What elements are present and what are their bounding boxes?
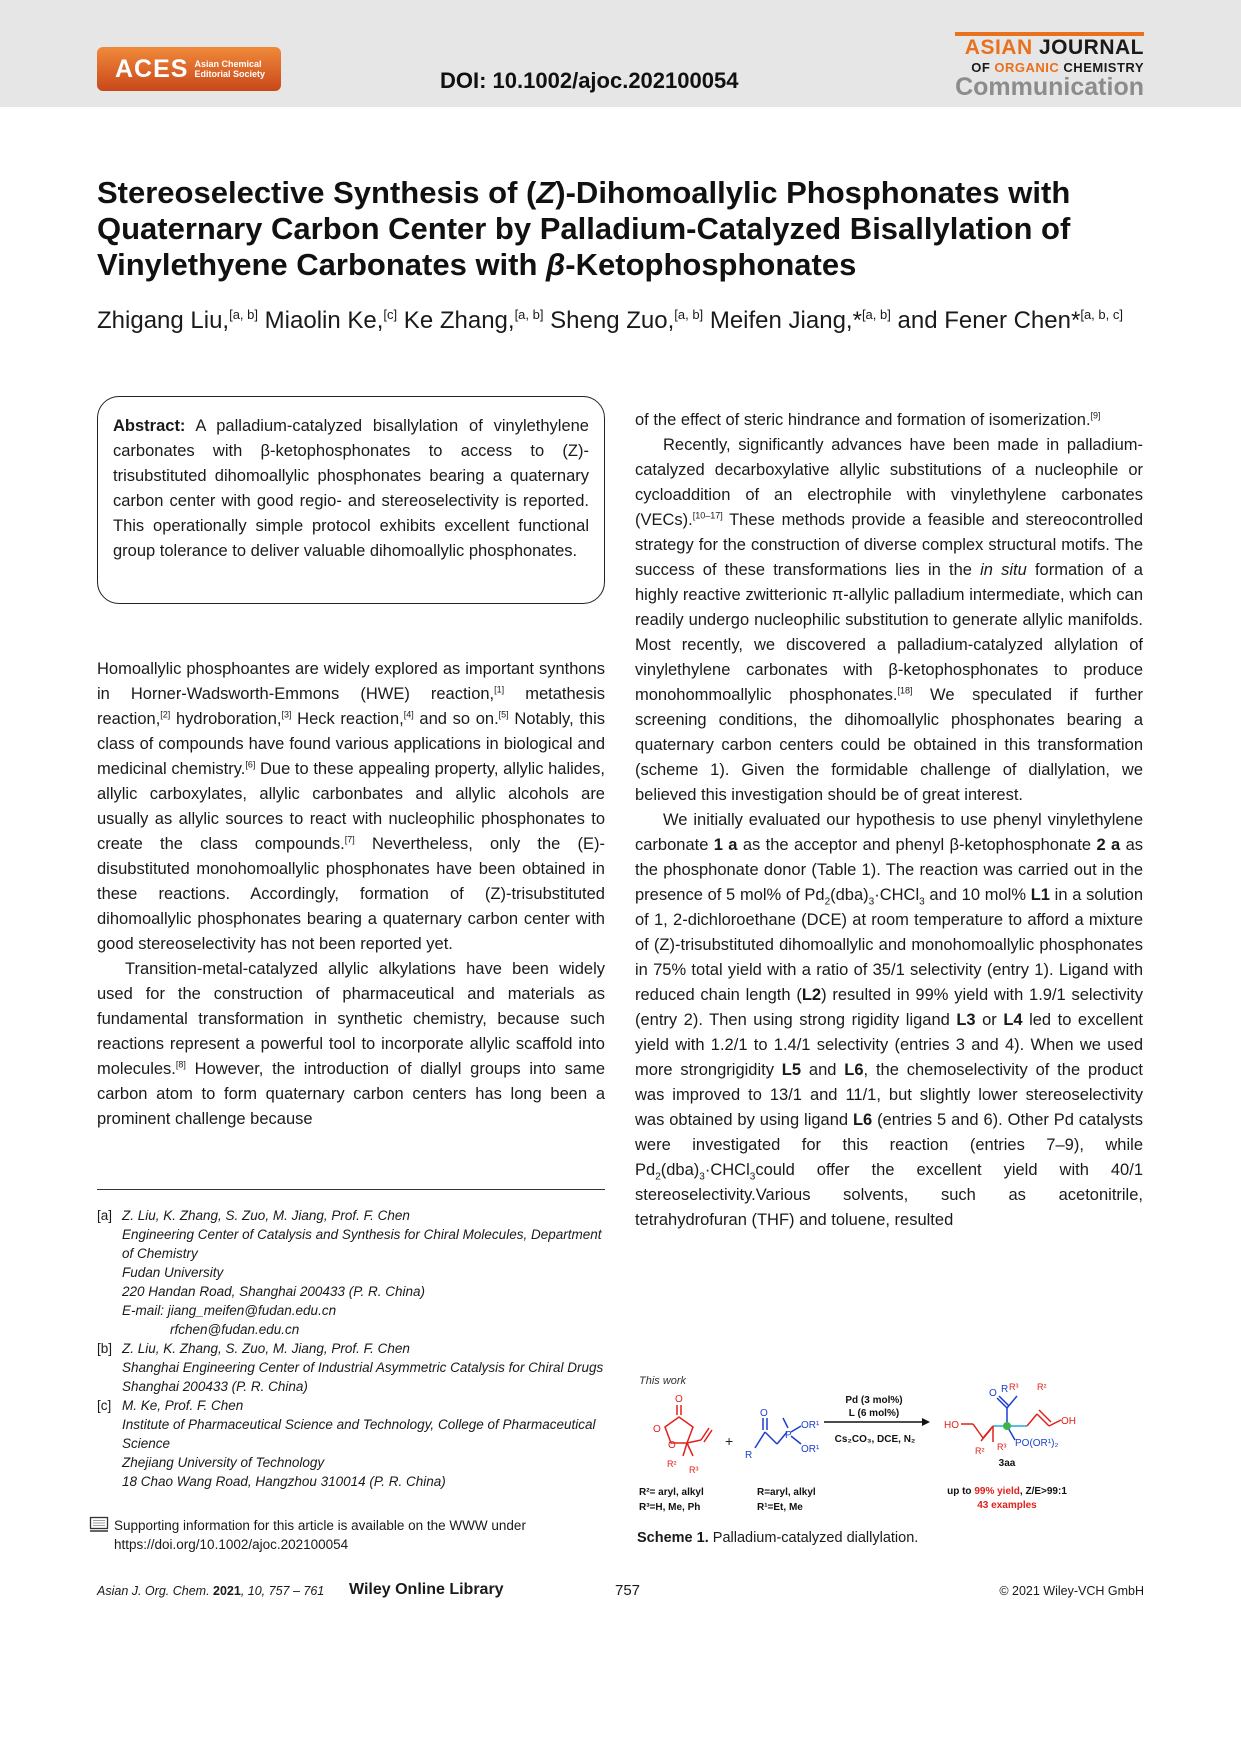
article-title: [97, 175, 1147, 283]
author-name: Zhigang Liu,: [97, 307, 230, 334]
supporting-info-text: Supporting information for this article is available on the WWW under https://doi.org/10.1002/ajoc.202100054: [114, 1518, 526, 1552]
scheme-label: This work: [639, 1375, 687, 1387]
ligand-ref: L3: [956, 1011, 976, 1029]
text: Due to these appealing property, allylic halides, allylic carboxylates, allylic carbonbates and allylic alcohols are usually as allylic sources to react with nucleophilic phosphonates to create the class compounds.: [97, 760, 605, 853]
keto-r: R: [745, 1450, 753, 1461]
logo-sub1: Asian Chemical: [194, 59, 262, 69]
ligand-ref: L6: [844, 1061, 864, 1079]
scheme-1-figure: [637, 1370, 1143, 1540]
plus-sign: +: [725, 1433, 734, 1449]
article-type: Communication: [955, 73, 1144, 101]
text: Recently, significantly advances have been made in palladium-catalyzed decarboxylative allylic substitutions of a nucleophile or cycloaddition of an electrophile with vinylethylene carbonates (VECs).: [635, 436, 1143, 529]
product-phosphonate: PO(OR¹)₂: [1015, 1438, 1059, 1449]
text: , the chemoselectivity of the product was improved to 13/1 and 11/1, but slightly lower stereoselectivity was obtained by using ligand: [635, 1061, 1143, 1129]
vec-ring-o: O: [668, 1440, 676, 1451]
citation[interactable]: [4]: [403, 709, 414, 720]
subscript: 2: [824, 896, 831, 908]
abstract-text: A palladium-catalyzed bisallylation of vinylethylene carbonates with β-ketophosphonates to access to (Z)-trisubstituted dihomoallylic phosphonates bearing a quaternary carbon center with good regio- and stereoselectivity is reported. This operationally simple protocol exhibits excellent functional group tolerance to deliver valuable dihomoallylic phosphonates.: [113, 417, 589, 560]
logo-subtitle: [194, 59, 265, 79]
journal-organic: ORGANIC: [994, 60, 1060, 75]
text: (entries 5 and 6). Other Pd catalysts were investigated for this reaction (entries 7–9), while Pd: [635, 1111, 1143, 1179]
citation-year: 2021: [213, 1584, 241, 1598]
keto-or1-b: OR¹: [801, 1444, 820, 1455]
author-affil: [a, b]: [861, 307, 891, 322]
title-part1: Stereoselective Synthesis of (: [97, 175, 537, 210]
title-z: Z: [536, 175, 556, 210]
affil-line: Shanghai 200433 (P. R. China): [122, 1379, 308, 1394]
journal-abbr: Asian J. Org. Chem.: [97, 1584, 214, 1598]
citation[interactable]: [1]: [494, 684, 505, 695]
text: Notably, this class of compounds have found various applications in biological and medicinal chemistry.: [97, 710, 606, 778]
text: or: [975, 1011, 1004, 1029]
text: However, the introduction of diallyl groups into same carbon atom to form quaternary carbon centers has long been a prominent challenge because: [97, 1060, 605, 1128]
author-affil: [c]: [383, 307, 398, 322]
citation[interactable]: [7]: [344, 834, 355, 845]
affil-line: Shanghai Engineering Center of Industrial Asymmetric Catalysis for Chiral Drugs: [122, 1360, 604, 1375]
text: ·CHCl: [704, 1161, 750, 1179]
citation-volume: , 10, 757 – 761: [240, 1584, 325, 1598]
author-name: and Fener Chen*: [890, 307, 1081, 334]
text: hydroboration,: [170, 710, 282, 728]
title-beta: β: [546, 247, 566, 282]
journal-chemistry: CHEMISTRY: [1063, 60, 1144, 75]
vec-ring-o: O: [653, 1424, 661, 1435]
compound-ref: 2 a: [1096, 836, 1121, 854]
paragraph-2: [97, 957, 605, 1132]
caption-label: Scheme 1.: [637, 1530, 709, 1546]
text: and 10 mol%: [924, 886, 1031, 904]
affil-line: Engineering Center of Catalysis and Synthesis for Chiral Molecules, Department of Chemistry: [122, 1227, 602, 1261]
citation[interactable]: [5]: [498, 709, 509, 720]
text: as the phosphonate donor (Table 1). The reaction was carried out in the presence of 5 mol% of Pd: [635, 836, 1144, 904]
vec-substituents-2: R³=H, Me, Ph: [639, 1502, 701, 1513]
text: (dba): [830, 886, 869, 904]
condition-base: Cs₂CO₃, DCE, N₂: [834, 1434, 916, 1445]
paragraph-4: [635, 433, 1143, 808]
keto-or1-a: OR¹: [801, 1420, 820, 1431]
condition-catalyst: Pd (3 mol%): [845, 1395, 903, 1406]
citation[interactable]: [9]: [1090, 410, 1101, 421]
citation[interactable]: [8]: [175, 1059, 186, 1070]
yield-summary: [947, 1486, 1067, 1497]
author-name: Sheng Zuo,: [543, 307, 675, 334]
logo-text: ACES: [115, 54, 189, 83]
author-name: Ke Zhang,: [397, 307, 515, 334]
vec-r2: R²: [667, 1459, 677, 1469]
vec-substituents-1: R²= aryl, alkyl: [639, 1487, 704, 1498]
affil-names: Z. Liu, K. Zhang, S. Zuo, M. Jiang, Prof. F. Chen: [122, 1208, 410, 1223]
ligand-ref: L5: [781, 1061, 802, 1079]
product-r: R: [1001, 1384, 1009, 1395]
journal-journal: JOURNAL: [1038, 36, 1144, 59]
affiliation-c: [97, 1396, 607, 1491]
text: Nevertheless, only the (E)-disubstituted monohomoallylic phosphonates have been obtained in these reactions. Accordingly, formation of (Z)-trisubstituted dihomoallylic phosphonates bearing a quaternary carbon center with good stereoselectivity has not been reported yet.: [97, 835, 605, 953]
keto-substituents-1: R=aryl, alkyl: [757, 1487, 816, 1498]
text: ) resulted in 99% yield with 1.9/1 selectivity (entry 2). Then using strong rigidity ligand: [635, 986, 1143, 1029]
examples-count: 43 examples: [977, 1500, 1037, 1511]
affil-line: 18 Chao Wang Road, Hangzhou 310014 (P. R. China): [122, 1474, 446, 1489]
text: ·CHCl: [874, 886, 920, 904]
arrow-head: [922, 1418, 930, 1426]
left-column: [97, 657, 605, 1132]
text: We initially evaluated our hypothesis to use phenyl vinylethylene carbonate: [635, 811, 1143, 854]
citation[interactable]: [6]: [245, 759, 256, 770]
text: could offer the excellent yield with 40/1 stereoselectivity.Various solvents, such as acetonitrile, tetrahydrofuran (THF) and toluene, resulted: [635, 1161, 1143, 1229]
product-r3: R³: [1009, 1382, 1019, 1392]
ligand-ref: L2: [801, 986, 822, 1004]
yield-ze: , Z/E>99:1: [1019, 1486, 1067, 1497]
text: These methods provide a feasible and stereocontrolled strategy for the construction of diverse complex structural motifs. The success of these transformations lies in the: [635, 511, 1143, 579]
text: (dba): [660, 1161, 700, 1179]
journal-logo: [955, 32, 1144, 102]
caption-text: Palladium-catalyzed diallylation.: [708, 1530, 919, 1546]
product-r2-b: R²: [975, 1446, 985, 1456]
author-affil: [a, b]: [514, 307, 544, 322]
text: of the effect of steric hindrance and formation of isomerization.: [635, 411, 1091, 429]
affil-line: Fudan University: [122, 1265, 224, 1280]
affil-line: Institute of Pharmaceutical Science and Technology, College of Pharmaceutical Science: [122, 1417, 596, 1451]
author-name: Meifen Jiang,*: [703, 307, 862, 334]
affiliation-b: [97, 1339, 607, 1396]
ketophosphonate-structure: [755, 1418, 801, 1448]
text: and so on.: [413, 710, 499, 728]
page-number: 757: [615, 1582, 641, 1599]
text: Heck reaction,: [291, 710, 404, 728]
paragraph-5: [635, 808, 1143, 1233]
affil-email[interactable]: rfchen@fudan.edu.cn: [170, 1322, 300, 1337]
ligand-ref: L1: [1030, 886, 1050, 904]
product-structure: [961, 1396, 1061, 1442]
abstract: [113, 414, 589, 564]
affiliations: [97, 1206, 607, 1491]
affil-names: M. Ke, Prof. F. Chen: [122, 1398, 244, 1413]
condition-ligand: L (6 mol%): [848, 1408, 900, 1419]
text: led to excellent yield with 1.2/1 to 1.4/1 selectivity (entries 3 and 4). When we used more strongrigidity: [635, 1011, 1144, 1079]
yield-pre: up to: [947, 1486, 975, 1497]
journal-asian: ASIAN: [964, 36, 1033, 59]
affil-tag: [c]: [97, 1398, 112, 1413]
subscript: 2: [655, 1171, 661, 1183]
text: as the acceptor and phenyl β-ketophosphonate: [737, 836, 1097, 854]
wiley-online-library-link[interactable]: Wiley Online Library: [349, 1581, 504, 1598]
paragraph-1: [97, 657, 605, 957]
paragraph-3: [635, 408, 1143, 433]
keto-o: O: [760, 1408, 768, 1419]
affiliation-a: [97, 1206, 607, 1339]
author-affil: [a, b]: [674, 307, 704, 322]
affil-email[interactable]: E-mail: jiang_meifen@fudan.edu.cn: [122, 1303, 337, 1318]
citation[interactable]: [10–17]: [692, 510, 723, 521]
logo-sub2: Editorial Society: [194, 69, 265, 79]
text: Transition-metal-catalyzed allylic alkylations have been widely used for the construction of pharmaceutical and materials as fundamental transformation in synthetic chemistry, because such reactions represent a powerful tool to incorporate allylic scaffold into molecules.: [97, 960, 605, 1078]
aces-logo[interactable]: [97, 47, 281, 91]
title-part3: -Ketophosphonates: [565, 247, 857, 282]
ligand-ref: L4: [1003, 1011, 1023, 1029]
product-oh: OH: [1061, 1416, 1076, 1427]
ligand-ref: L6: [852, 1111, 873, 1129]
author-name: Miaolin Ke,: [258, 307, 384, 334]
text: and: [801, 1061, 845, 1079]
affil-tag: [b]: [97, 1341, 113, 1356]
citation[interactable]: [3]: [281, 709, 292, 720]
keto-substituents-2: R¹=Et, Me: [757, 1502, 803, 1513]
abstract-label: Abstract:: [113, 417, 186, 435]
vec-carbonyl-o: O: [675, 1394, 683, 1405]
copyright: © 2021 Wiley-VCH GmbH: [999, 1584, 1144, 1598]
affil-line: 220 Handan Road, Shanghai 200433 (P. R. China): [122, 1284, 425, 1299]
text: We speculated if further screening conditions, the dihomoallylic phosphonates bearing a quaternary carbon centers could be obtained in this transformation (scheme 1). Given the formidable challenge of diallylation, we believed this investigation should be of great interest.: [635, 686, 1143, 804]
affil-tag: [a]: [97, 1208, 113, 1223]
text-italic: in situ: [980, 561, 1027, 579]
vec-r3: R³: [689, 1465, 699, 1475]
affil-line: Zhejiang University of Technology: [122, 1455, 325, 1470]
product-r2: R²: [1037, 1382, 1047, 1392]
supporting-info[interactable]: [89, 1516, 607, 1554]
author-affil: [a, b]: [229, 307, 259, 322]
yield-value: 99% yield: [974, 1486, 1020, 1497]
quaternary-carbon-marker: [1003, 1422, 1011, 1430]
computer-icon: [89, 1516, 114, 1554]
author-list: [97, 298, 1147, 337]
keto-p: P: [785, 1430, 792, 1441]
subscript: 3: [699, 1171, 705, 1183]
author-affil: [a, b, c]: [1080, 307, 1123, 322]
citation[interactable]: [2]: [160, 709, 171, 720]
scheme-caption: [637, 1530, 918, 1546]
journal-of: OF: [971, 60, 991, 75]
doi[interactable]: DOI: 10.1002/ajoc.202100054: [440, 68, 739, 93]
footnote-divider: [97, 1189, 605, 1190]
title-part2: )-Dihomoallylic Phosphonates with Quaternary Carbon Center by Palladium-Catalyzed Bisallylation of Vinylethyene Carbonates with: [97, 175, 1071, 282]
text: metathesis reaction,: [97, 685, 605, 728]
subscript: 3: [919, 896, 925, 908]
compound-ref: 1 a: [713, 836, 738, 854]
citation[interactable]: [18]: [897, 685, 913, 696]
product-ho: HO: [944, 1420, 959, 1431]
journal-citation: [97, 1584, 324, 1598]
text: Homoallylic phosphoantes are widely explored as important synthons in Horner-Wadsworth-Emmons (HWE) reaction,: [97, 660, 605, 703]
text: in a solution of 1, 2-dichloroethane (DCE) at room temperature to afford a mixture of (Z)-trisubstituted dihomoallylic and monohomoallylic phosphonates in 75% total yield with a ratio of 35/1 selectivity (entry 1). Ligand with reduced chain length (: [635, 886, 1143, 1004]
text: formation of a highly reactive zwitterionic π-allylic palladium intermediate, which can readily undergo nucleophilic substitution to generate allylic manifolds. Most recently, we discovered a palladium-catalyzed allylation of vinylethylene carbonates with β-ketophosphonates to produce monohommoallylic phosphonates.: [635, 561, 1143, 704]
product-id: 3aa: [998, 1458, 1016, 1469]
subscript: 3: [868, 896, 875, 908]
affil-names: Z. Liu, K. Zhang, S. Zuo, M. Jiang, Prof. F. Chen: [122, 1341, 410, 1356]
subscript: 3: [749, 1171, 756, 1183]
right-column: [635, 408, 1143, 1233]
product-r3-b: R³: [997, 1442, 1007, 1452]
product-o: O: [989, 1388, 997, 1399]
